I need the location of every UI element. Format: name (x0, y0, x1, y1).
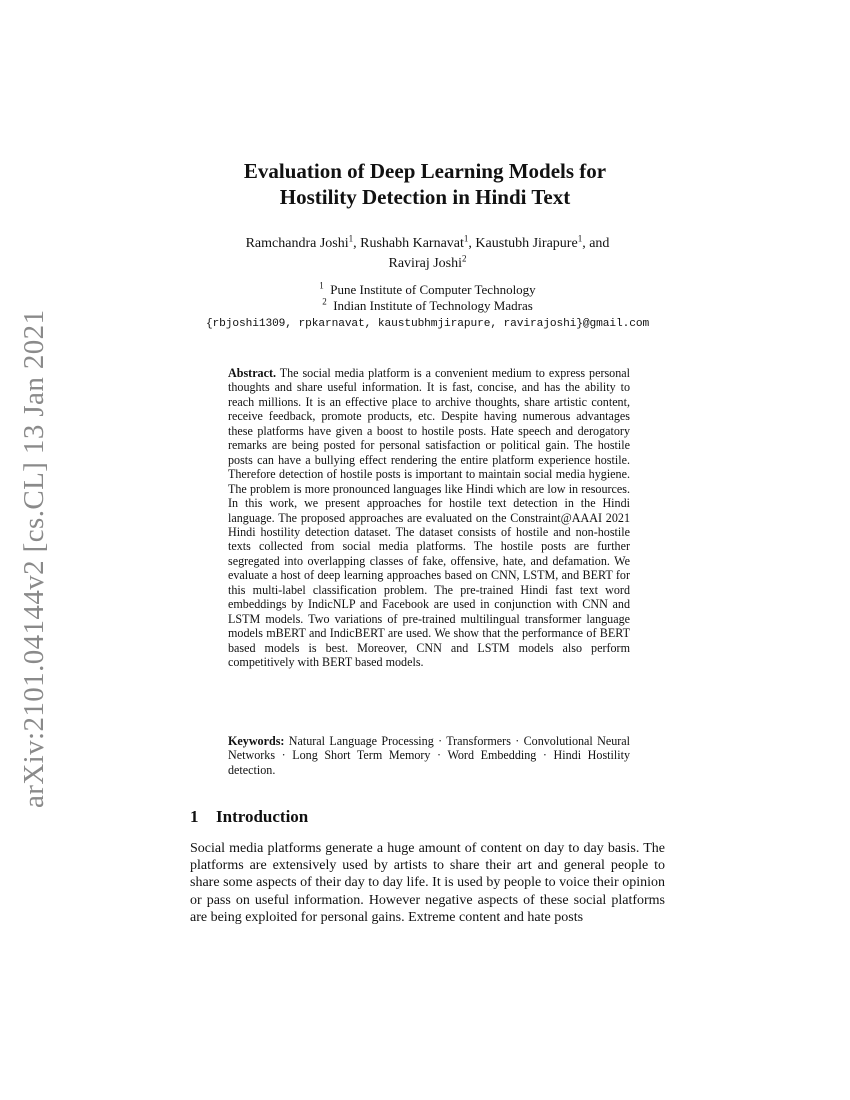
author-1: Ramchandra Joshi (245, 236, 349, 251)
author-conjunction: , and (582, 236, 610, 251)
affiliations (190, 282, 665, 332)
section-number: 1 (190, 807, 199, 826)
section-heading-introduction (190, 806, 665, 828)
author-list (190, 234, 665, 274)
abstract-label: Abstract. (228, 366, 277, 380)
author-emails: {rbjoshi1309, rpkarnavat, kaustubhmjirapure, ravirajoshi} (205, 318, 583, 330)
arxiv-identifier-stamp: arXiv:2101.04144v2 [cs.CL] 13 Jan 2021 (18, 309, 50, 808)
author-3-affiliation-mark: 1 (577, 233, 583, 244)
keywords-label: Keywords: (228, 734, 285, 748)
affiliation-1-mark: 1 (319, 280, 324, 291)
keywords (228, 734, 630, 777)
affiliation-2: Indian Institute of Technology Madras (333, 298, 533, 313)
paper-title-line-2: Hostility Detection in Hindi Text (279, 185, 571, 209)
author-4: Raviraj Joshi (388, 256, 462, 271)
paper-title-line-1: Evaluation of Deep Learning Models for (243, 159, 607, 183)
author-4-affiliation-mark: 2 (462, 253, 467, 264)
email-domain: @gmail.com (582, 318, 650, 330)
introduction-paragraph: Social media platforms generate a huge amount of content on day to day basis. The platforms are extensively used by artists to share their art and general people to share some aspects of their day to day life. It is used by people to voice their opinion or pass on useful information. However negative aspects of these social platforms are being exploited for personal gains. Extreme content and hate posts (190, 841, 665, 925)
author-1-affiliation-mark: 1 (348, 233, 354, 244)
author-3: , Kaustubh Jirapure (468, 236, 578, 251)
section-title: Introduction (216, 807, 309, 826)
affiliation-1: Pune Institute of Computer Technology (330, 282, 536, 297)
keywords-text: Natural Language Processing · Transformers · Convolutional Neural Networks · Long Short Term Memory · Word Embedding · Hindi Hostility detection. (228, 734, 631, 777)
author-2-affiliation-mark: 1 (463, 233, 469, 244)
abstract (228, 366, 630, 670)
author-2: , Rushabh Karnavat (353, 236, 464, 251)
paper-title (170, 158, 680, 210)
abstract-text: The social media platform is a convenient medium to express personal thoughts and share useful information. It is fast, concise, and has the ability to reach millions. It is an effective place to archive thoughts, share artistic content, receive feedback, promote products, etc. Despite having numerous advantages these platforms have given a boost to hostile posts. Hate speech and derogatory remarks are being posted for personal satisfaction or political gain. The hostile posts can have a bullying effect rendering the entire platform experience hostile. Therefore detection of hostile posts is important to maintain social media hygiene. The problem is more pronounced languages like Hindi which are low in resources. In this work, we present approaches for hostile text detection in the Hindi language. The proposed approaches are evaluated on the Constraint@AAAI 2021 Hindi hostility detection dataset. The dataset consists of hostile and non-hostile texts collected from social media platforms. The hostile posts are further segregated into overlapping classes of fake, offensive, hate, and defamation. We evaluate a host of deep learning approaches based on CNN, LSTM, and BERT for this multi-label classification problem. The pre-trained Hindi fast text word embeddings by IndicNLP and Facebook are used in conjunction with CNN and LSTM models. Two variations of pre-trained multilingual transformer language models mBERT and IndicBERT are used. We show that the performance of BERT based models is best. Moreover, CNN and LSTM models also perform competitively with BERT based models. (228, 366, 630, 670)
affiliation-2-mark: 2 (322, 296, 327, 307)
